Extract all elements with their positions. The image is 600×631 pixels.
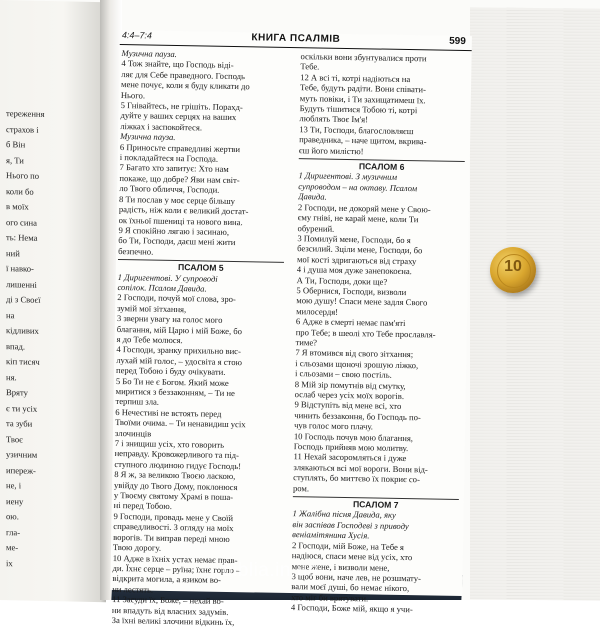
text-line: він заспівав Господеві з приводу — [292, 518, 409, 531]
left-page-fragment: ї навко- — [6, 263, 34, 274]
text-line: Тебе. — [300, 61, 320, 72]
text-line: 3 зверни увагу на голос мого — [116, 313, 223, 325]
text-line: злочинців — [114, 427, 152, 439]
text-line: перед Тобою і буду очікувати. — [115, 365, 226, 378]
text-line: ослаб через усіх моїх ворогів. — [294, 389, 405, 402]
left-page-fragment: кіп тисяч — [6, 356, 40, 367]
text-line: 2 Господи, не докоряй мене у Свою- — [297, 201, 431, 215]
text-line: сопілок. Псалом Давида. — [117, 281, 207, 294]
book-title: КНИГА ПСАЛМІВ — [251, 32, 341, 45]
left-page-fragment: Твоє — [6, 433, 23, 444]
left-page-fragment: ний — [6, 247, 20, 258]
text-line: супроводом – на октаву. Псалом — [298, 181, 418, 194]
text-line: 10 Адже в їхніх устах немає прав- — [112, 552, 238, 565]
text-line: 9 Господи, провадь мене у Своїй — [113, 510, 234, 523]
text-line: мене жене, і визволи мене, — [291, 560, 390, 573]
text-line: ни лестять. — [112, 583, 154, 595]
text-line: дуйте у ваших серцях на ваших — [120, 110, 237, 123]
left-page-fragment: ого сина — [6, 216, 37, 228]
text-line: 1 Диригентові. У супроводі — [117, 271, 218, 284]
left-page-fragment: кідливих — [6, 325, 39, 336]
left-page-fragment: ме- — [6, 542, 19, 553]
text-line: справедливості. З огляду на моїх — [113, 521, 234, 534]
text-line: єму гніві, не карай мене, коли Ти — [297, 212, 419, 225]
text-line: покаже, що добре? Яви нам світ- — [119, 172, 240, 185]
left-page-fragment: є ти усіх — [6, 402, 38, 414]
left-page-fragment: иену — [6, 495, 24, 506]
left-page-fragment: в моїх — [6, 201, 29, 212]
left-page-fragment: ня. — [6, 371, 17, 382]
text-line: безпечно. — [118, 245, 154, 257]
text-line: ром. — [292, 482, 310, 494]
text-line: мої кості здригаються від страху — [296, 253, 417, 266]
text-line: чув голос мого плачу. — [294, 420, 374, 432]
text-line: ок їхньої пшениці та нового вина. — [118, 214, 243, 227]
text-line: лухай мій голос, – удосвіта я стою — [116, 354, 243, 367]
text-line: Господь прийняв мою молитву. — [293, 441, 409, 454]
right-page — [110, 30, 472, 628]
text-line: ворогів. Ти виправ переді мною — [113, 531, 230, 544]
text-line: ні перед Тобою. — [113, 500, 172, 512]
left-page-fragment: іх — [6, 557, 13, 568]
text-line: мою душу! Спаси мене задля Свого — [296, 295, 428, 308]
left-page-fragment: лишенні — [6, 278, 37, 290]
text-line: праведника, – наче щитом, вкрива- — [299, 134, 427, 147]
text-line: 4 Тож знайте, що Господь віді- — [121, 58, 234, 71]
left-page — [0, 0, 106, 602]
text-line: про Тебе; в шеолі хто Тебе прославля- — [295, 326, 436, 340]
text-line: ни впадуть від власних задумів. — [111, 604, 229, 617]
text-line: неправду. Кровожерливого та під- — [114, 448, 239, 461]
left-page-fragment: коли бо — [6, 185, 34, 197]
text-line: Твоїми очима. – Ти ненавидиш усіх — [115, 417, 246, 430]
text-line: відкрита могила, а язиком во- — [112, 573, 222, 586]
left-page-fragment: я, Ти — [6, 154, 24, 166]
text-line: миритися з беззаконням, – Ти не — [115, 385, 235, 399]
text-line: ло Твого обличчя, Господи. — [119, 183, 220, 196]
left-page-fragment: тереження — [6, 108, 45, 119]
text-line: За їхні великі злочини відкинь їх, — [111, 614, 235, 628]
text-line: я до Тебе молюся. — [116, 333, 183, 346]
left-page-fragment: гла- — [6, 526, 21, 537]
text-line: 5 Гнівайтесь, не грішіть. Порахд- — [120, 100, 243, 113]
text-line: 6 Адже в смерті немає пам'яті — [295, 316, 406, 329]
text-line: 1 Жалібна пісня Давида, яку — [292, 508, 396, 521]
text-line: 2 Господи, мій Боже, на Тебе я — [291, 539, 405, 552]
text-line: чинить беззаконня, бо Господь по- — [294, 409, 421, 423]
text-line: Музична пауза. — [121, 48, 177, 59]
text-line: тиме? — [295, 337, 318, 348]
text-line: 7 і знищиш усіх, хто говорить — [114, 438, 225, 450]
text-line: безсилий. Зціли мене, Господи, бо — [297, 243, 423, 256]
text-line: злякаються всі мої вороги. Вони від- — [293, 461, 428, 475]
text-line: і покладайтеся на Господа. — [119, 152, 219, 164]
text-line: єш його милістю! — [298, 144, 364, 156]
text-line: 9 Я спокійно лягаю і засинаю, — [118, 224, 230, 237]
text-line: А Ти, Господи, доки ще? — [296, 274, 388, 287]
left-page-fragment: узичним — [6, 449, 38, 460]
text-line: у Твоєму святому Храмі в поша- — [113, 490, 234, 503]
text-line: 4 і душа моя дуже занепокоєна. — [296, 264, 412, 277]
text-line: Твою дорогу. — [112, 542, 162, 553]
text-line: 5 Обернися, Господи, визволи — [296, 285, 407, 297]
page-number: 599 — [449, 35, 466, 48]
text-line: благання, мій Царю і мій Боже, бо — [116, 323, 243, 336]
text-line: ступного людиною гидує Господь! — [114, 458, 242, 472]
right-text-column — [291, 51, 467, 615]
text-line: обурений. — [297, 222, 335, 234]
text-line: 11 Засуди їх, Боже, – нехай во- — [111, 594, 224, 607]
text-line: 12 А всі ті, котрі надіються на — [300, 71, 411, 84]
page-edge — [470, 7, 600, 600]
text-line: 8 Мій зір помутнів від смутку, — [294, 378, 406, 391]
left-page-fragment: страхов і — [6, 123, 39, 135]
left-page-fragment: Вряту — [6, 387, 28, 398]
text-line: 4 Господи, зранку прихильно вис- — [116, 344, 241, 357]
text-line: 4 Господи, Боже мій, якщо я учи- — [290, 602, 413, 615]
text-line: ди. Їхнє серце – руїна; їхнє горло – — [112, 562, 241, 576]
coin-denomination: 10 — [504, 258, 522, 275]
text-line: мене почує, коли я буду кликати до — [120, 79, 250, 92]
text-line: Тебе, будуть радіти. Вони співати- — [299, 82, 426, 95]
psalm-heading: ПСАЛОМ 5 — [118, 259, 284, 274]
left-page-fragment: та зуби — [6, 418, 33, 429]
text-line: ляє для Себе праведного. Господь — [121, 68, 246, 82]
text-line: хто міг би врятувати. — [291, 591, 369, 604]
text-line: ліжках і заспокойтеся. — [120, 120, 203, 133]
text-line: 11 Нехай засоромляться і дуже — [293, 451, 407, 464]
left-page-fragment: на — [6, 309, 15, 320]
text-line: Музична пауза. — [120, 131, 176, 143]
text-line: 8 Я ж, за великою Твоєю ласкою, — [114, 469, 236, 482]
text-line: люблять Твоє Ім'я! — [299, 113, 369, 125]
text-line: Давида. — [298, 191, 327, 202]
text-line: милосердя! — [296, 305, 339, 317]
text-line: 13 Ти, Господи, благословляєш — [299, 123, 414, 136]
text-line: 10 Господь почув мою благання, — [293, 430, 414, 443]
text-line: 7 Багато хто запитує: Хто нам — [119, 162, 229, 175]
text-line: муть повіки, і Ти захищатимеш їх. — [299, 92, 426, 105]
left-page-fragment: Нього по — [6, 170, 40, 181]
left-page-fragment: впад. — [6, 340, 25, 352]
text-line: оскільки вони збунтувалися проти — [300, 51, 427, 64]
left-page-fragment: ді з Своєї — [6, 294, 41, 305]
text-line: 3 Помилуй мене, Господи, бо я — [297, 233, 411, 246]
left-page-fragment: не, і — [6, 480, 22, 491]
text-line: бо Ти, Господи, даєш мені жити — [118, 235, 236, 248]
coin — [490, 247, 536, 293]
psalm-heading: ПСАЛОМ 7 — [293, 496, 459, 511]
text-line: зумій мої зітхання, — [117, 302, 187, 314]
text-line: вали моєї душі, бо немає нікого, — [291, 581, 410, 594]
text-line: увійду до Твого Дому, поклонюся — [113, 479, 238, 492]
text-line: ступлять, бо миттєво їх покриє со- — [293, 472, 420, 485]
text-line: 5 Бо Ти не є Богом. Який може — [115, 375, 229, 388]
left-page-fragment: ипереж- — [6, 464, 36, 476]
left-text-column — [112, 48, 288, 628]
verse-range: 4:4–7:4 — [121, 30, 153, 41]
text-line: 1 Диригентові. З музичним — [298, 170, 398, 183]
text-line: Будуть тішитися Тобою ті, котрі — [299, 103, 418, 116]
text-line: 2 Господи, почуй мої слова, зро- — [117, 292, 236, 305]
left-page-fragment: б Він — [6, 139, 26, 150]
text-line: і сльозами щоночі зрошую ліжко, — [295, 357, 419, 371]
text-line: 7 Я втомився від свого зітхання; — [295, 347, 414, 360]
left-page-fragment: ть: Нема — [6, 232, 38, 243]
text-line: надіюся, спаси мене від усіх, хто — [291, 550, 413, 563]
text-line: Нього. — [120, 89, 146, 101]
left-page-fragment: ою. — [6, 511, 19, 522]
watermark: biblia.in.ua — [222, 560, 319, 581]
text-line: і сльозами – свою постіль. — [294, 368, 392, 380]
text-line: 3 щоб вони, наче лев, не розшмату- — [291, 570, 421, 584]
text-line: 6 Приносьте справедливі жертви — [119, 141, 241, 154]
text-line: 6 Нечестиві не встоять перед — [115, 406, 222, 419]
text-line: 9 Відступіть від мене всі, хто — [294, 399, 402, 412]
text-line: терпиш зла. — [115, 396, 160, 408]
text-line: веніамітянина Хусія. — [292, 529, 370, 541]
text-line: радість, ніж коли є великий достат- — [118, 204, 249, 217]
text-line: 8 Ти послав у моє серце більшу — [118, 193, 236, 206]
psalm-heading: ПСАЛОМ 6 — [299, 158, 465, 173]
